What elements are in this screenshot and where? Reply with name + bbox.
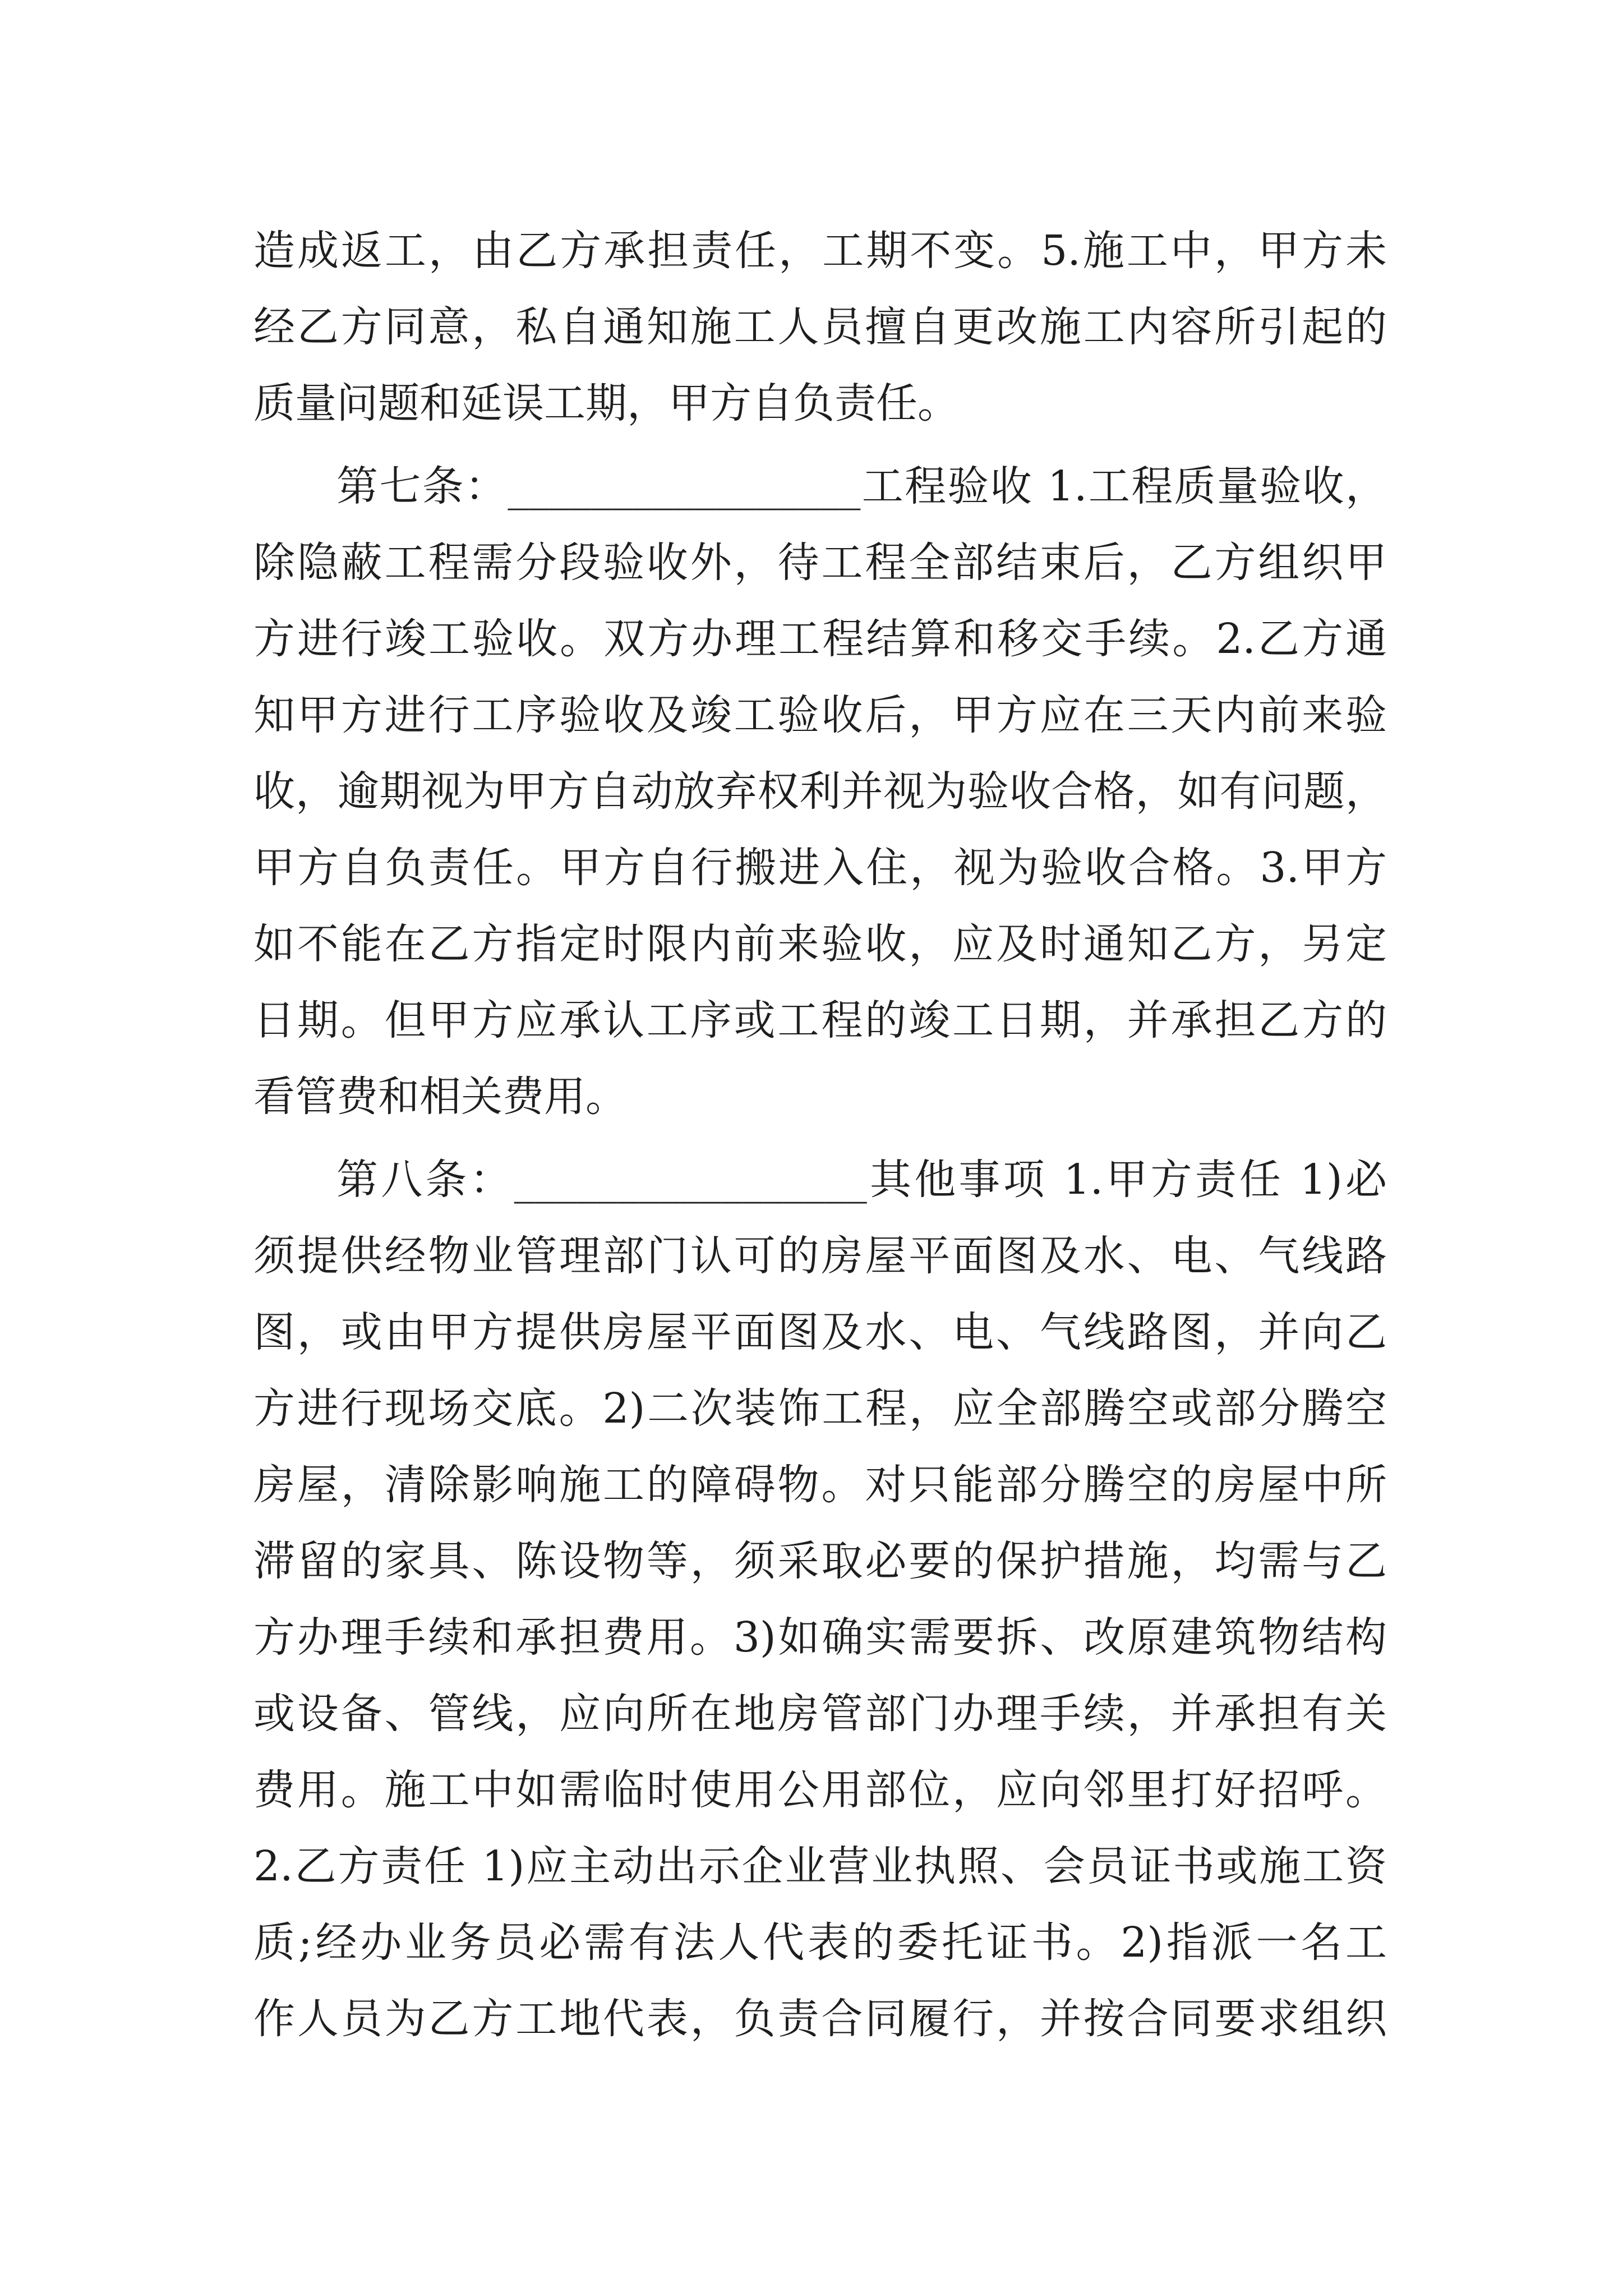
text-line: 造成返工，由乙方承担责任，工期不变。5.施工中，甲方未	[253, 227, 1387, 275]
text-line: 质;经办业务员必需有法人代表的委托证书。2)指派一名工	[253, 1918, 1387, 1967]
text-line: 费用。施工中如需临时使用公用部位，应向邻里打好招呼。	[253, 1766, 1387, 1814]
paragraph-clause-7	[253, 448, 1387, 1135]
paragraph-continued	[253, 213, 1387, 441]
text-line: 除隐蔽工程需分段验收外，待工程全部结束后，乙方组织甲	[253, 539, 1387, 587]
text-line: 作人员为乙方工地代表，负责合同履行，并按合同要求组织	[253, 1995, 1387, 2043]
text-line: 须提供经物业管理部门认可的房屋平面图及水、电、气线路	[253, 1232, 1387, 1280]
text-line: 图，或由甲方提供房屋平面图及水、电、气线路图，并向乙	[253, 1308, 1387, 1356]
clause-heading-line: 第七条：_________________工程验收 1.工程质量验收，	[336, 462, 1387, 510]
text-line: 方进行现场交底。2)二次装饰工程，应全部腾空或部分腾空	[253, 1384, 1387, 1433]
text-line: 收，逾期视为甲方自动放弃权利并视为验收合格，如有问题，	[253, 767, 1387, 816]
text-line: 或设备、管线，应向所在地房管部门办理手续，并承担有关	[253, 1690, 1387, 1738]
text-line: 2.乙方责任 1)应主动出示企业营业执照、会员证书或施工资	[253, 1842, 1387, 1890]
text-line: 看管费和相关费用。	[253, 1073, 627, 1121]
text-line: 方进行竣工验收。双方办理工程结算和移交手续。2.乙方通	[253, 615, 1387, 663]
text-line: 甲方自负责任。甲方自行搬进入住，视为验收合格。3.甲方	[253, 844, 1387, 892]
text-line: 日期。但甲方应承认工序或工程的竣工日期，并承担乙方的	[253, 996, 1387, 1045]
text-line: 方办理手续和承担费用。3)如确实需要拆、改原建筑物结构	[253, 1613, 1387, 1662]
text-line: 知甲方进行工序验收及竣工验收后，甲方应在三天内前来验	[253, 691, 1387, 739]
text-line: 如不能在乙方指定时限内前来验收，应及时通知乙方，另定	[253, 920, 1387, 968]
text-line: 滞留的家具、陈设物等，须采取必要的保护措施，均需与乙	[253, 1537, 1387, 1585]
text-line: 经乙方同意，私自通知施工人员擅自更改施工内容所引起的	[253, 303, 1387, 351]
paragraph-clause-8	[253, 1142, 1387, 2057]
text-line: 房屋，清除影响施工的障碍物。对只能部分腾空的房屋中所	[253, 1461, 1387, 1509]
text-line: 质量问题和延误工期，甲方自负责任。	[253, 379, 959, 427]
clause-heading-line: 第八条：_________________其他事项 1.甲方责任 1)必	[336, 1156, 1387, 1204]
document-body	[253, 213, 1387, 2057]
